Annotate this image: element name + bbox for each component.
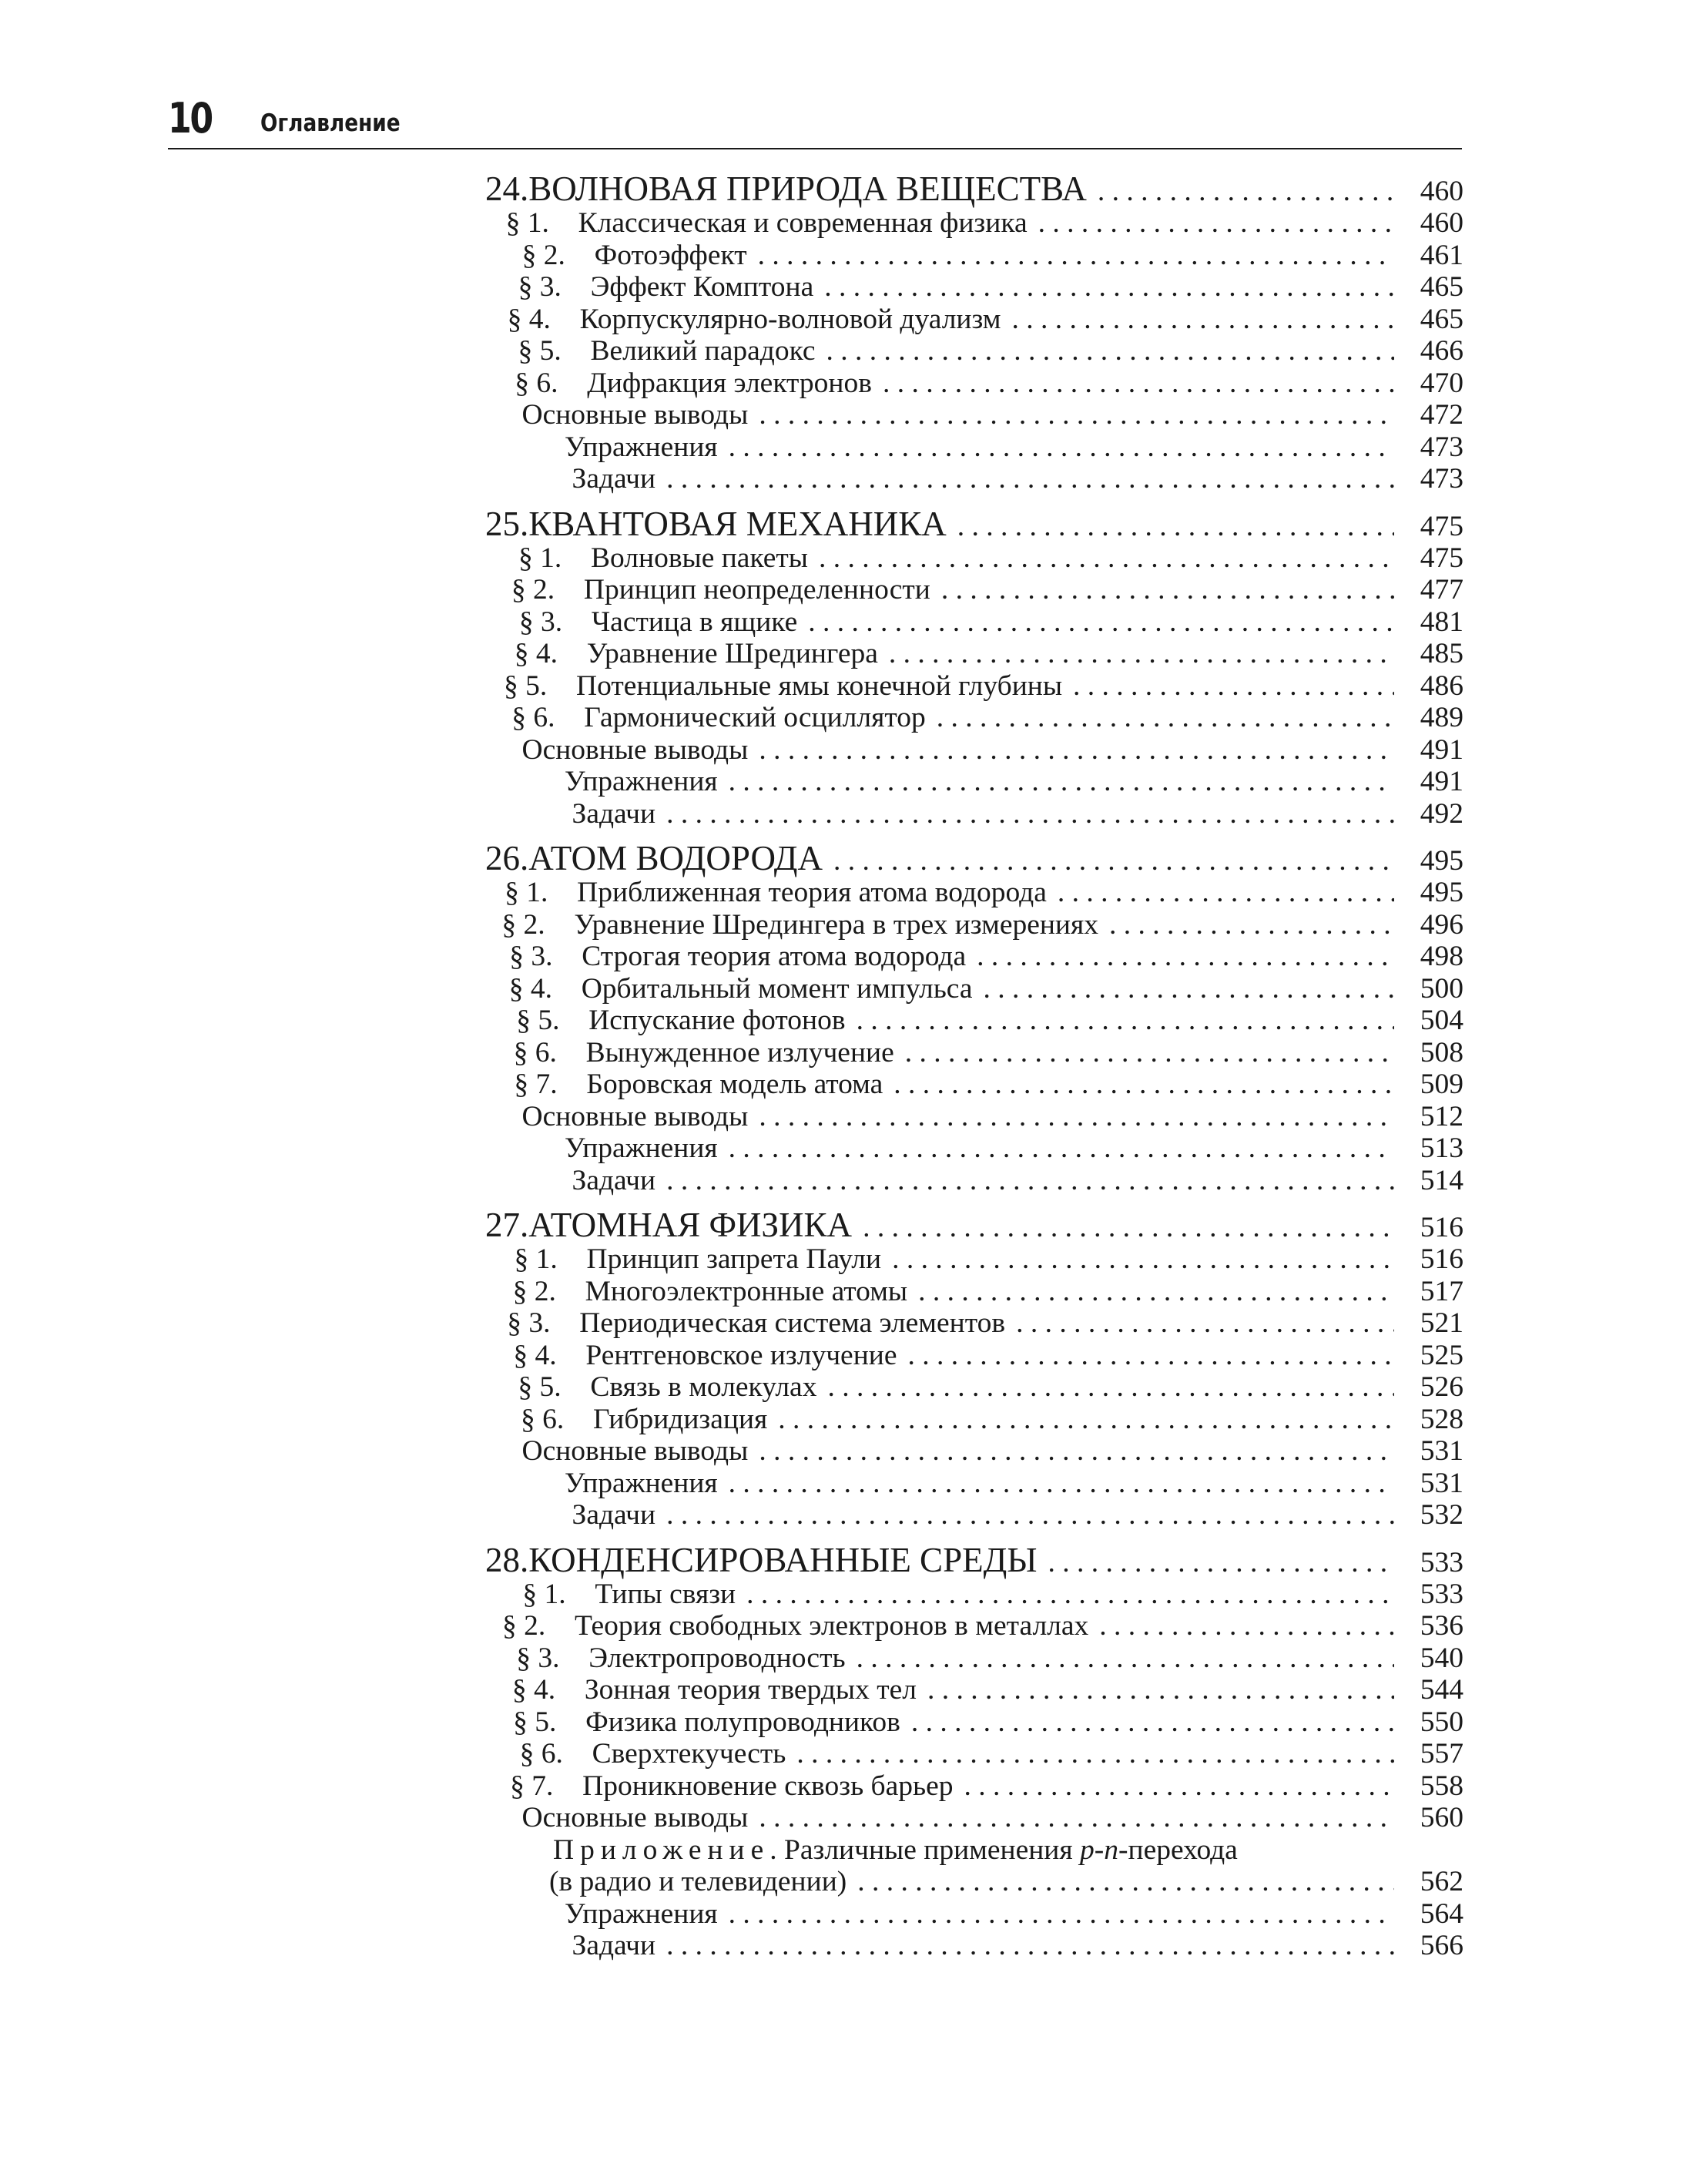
section-title: Физика полупроводников xyxy=(585,1706,900,1738)
page-ref: 492 xyxy=(1420,797,1463,830)
toc-summary-entry[interactable] xyxy=(485,399,1463,431)
dot-leader xyxy=(758,240,1394,272)
toc-section-entry[interactable] xyxy=(485,1307,1463,1340)
dot-leader xyxy=(1058,877,1394,909)
exercises-title: Упражнения xyxy=(564,1897,718,1930)
page-ref: 566 xyxy=(1420,1930,1463,1961)
section-marker: § 3. xyxy=(518,271,562,303)
toc-summary-entry[interactable] xyxy=(485,734,1463,767)
toc-section-entry[interactable] xyxy=(485,941,1463,973)
toc-exercises-entry[interactable] xyxy=(485,1898,1463,1931)
page-ref: 465 xyxy=(1420,271,1463,303)
toc-chapter xyxy=(485,1542,1463,1962)
page-ref: 560 xyxy=(1420,1802,1463,1833)
page-ref: 526 xyxy=(1420,1371,1463,1403)
page-ref: 550 xyxy=(1420,1706,1463,1738)
dot-leader xyxy=(666,1930,1394,1962)
dot-leader xyxy=(1038,207,1394,240)
toc-section-entry[interactable] xyxy=(485,702,1463,734)
dot-leader xyxy=(905,1037,1394,1069)
page-ref: 500 xyxy=(1420,972,1463,1005)
dot-leader xyxy=(1012,304,1395,336)
toc-problems-entry[interactable] xyxy=(485,463,1463,495)
toc-section-entry[interactable] xyxy=(485,1674,1463,1706)
toc-section-entry[interactable] xyxy=(485,1578,1463,1611)
section-title: Принцип запрета Паули xyxy=(586,1243,882,1275)
page-ref: 477 xyxy=(1420,574,1463,606)
dot-leader xyxy=(1048,1545,1394,1581)
dot-leader xyxy=(927,1674,1394,1706)
toc-section-entry[interactable] xyxy=(485,1770,1463,1803)
page-ref: 531 xyxy=(1420,1435,1463,1467)
section-title: Многоэлектронные атомы xyxy=(585,1275,908,1307)
page-ref: 495 xyxy=(1420,845,1463,877)
dot-leader xyxy=(1016,1307,1394,1340)
dot-leader xyxy=(833,843,1394,879)
section-title: Гармонический осциллятор xyxy=(584,702,926,733)
toc-appendix-entry[interactable] xyxy=(485,1834,1463,1867)
section-title: Сверхтекучесть xyxy=(592,1738,786,1770)
page-ref: 489 xyxy=(1420,702,1463,733)
section-title: Электропроводность xyxy=(588,1642,846,1674)
section-marker: § 4. xyxy=(514,638,558,669)
toc-summary-entry[interactable] xyxy=(485,1101,1463,1133)
dot-leader xyxy=(857,1642,1394,1675)
section-marker: § 5. xyxy=(518,1371,562,1403)
toc-section-entry[interactable] xyxy=(485,606,1463,639)
section-marker: § 2. xyxy=(501,908,545,941)
section-title: Связь в молекулах xyxy=(590,1371,817,1403)
page-ref: 470 xyxy=(1420,367,1463,399)
chapter-number: 26. xyxy=(485,839,529,877)
page-number: 10 xyxy=(168,94,212,143)
page-ref: 516 xyxy=(1420,1212,1463,1243)
toc-exercises-entry[interactable] xyxy=(485,1132,1463,1165)
exercises-title: Упражнения xyxy=(564,1467,718,1499)
chapter-title: ВОЛНОВАЯ ПРИРОДА ВЕЩЕСТВА xyxy=(528,169,1087,208)
dot-leader xyxy=(729,766,1394,798)
dot-leader xyxy=(826,335,1394,367)
exercises-title: Упражнения xyxy=(564,1132,718,1164)
toc-section-entry[interactable] xyxy=(485,1037,1463,1069)
page-ref: 531 xyxy=(1420,1467,1463,1499)
dot-leader xyxy=(808,606,1394,639)
toc-chapter xyxy=(485,1207,1463,1531)
page-ref: 544 xyxy=(1420,1674,1463,1706)
toc-problems-entry[interactable] xyxy=(485,1499,1463,1531)
dot-leader xyxy=(827,1371,1394,1404)
page-ref: 557 xyxy=(1420,1738,1463,1770)
chapter-number: 25. xyxy=(485,504,529,543)
appendix-dash: - xyxy=(1094,1833,1105,1866)
page-ref: 514 xyxy=(1420,1164,1463,1196)
chapter-title: АТОМНАЯ ФИЗИКА xyxy=(528,1206,853,1244)
section-marker: § 1. xyxy=(514,1243,558,1275)
dot-leader xyxy=(729,1468,1394,1500)
section-title: Испускание фотонов xyxy=(588,1005,846,1036)
section-title: Проникновение сквозь барьер xyxy=(582,1770,954,1802)
appendix-title-part: -перехода xyxy=(1118,1833,1238,1866)
page-header xyxy=(168,91,1462,149)
section-marker: § 3. xyxy=(509,941,553,972)
problems-title: Задачи xyxy=(572,1499,656,1531)
section-title: Теория свободных электронов в металлах xyxy=(575,1610,1089,1642)
dot-leader xyxy=(977,941,1394,973)
appendix-title xyxy=(553,1834,1238,1867)
toc-section-entry[interactable] xyxy=(485,574,1463,606)
page-ref: 521 xyxy=(1420,1307,1463,1339)
page-ref: 516 xyxy=(1420,1243,1463,1275)
toc-chapter-entry[interactable] xyxy=(485,1207,1463,1243)
toc-chapter-entry[interactable] xyxy=(485,506,1463,542)
section-marker: § 6. xyxy=(515,367,558,399)
section-title: Зонная теория твердых тел xyxy=(584,1674,917,1706)
toc-section-entry[interactable] xyxy=(485,240,1463,272)
page-ref: 508 xyxy=(1420,1036,1463,1069)
dot-leader xyxy=(918,1276,1394,1308)
section-marker: § 5. xyxy=(518,335,562,367)
section-title: Волновые пакеты xyxy=(591,542,808,574)
problems-title: Задачи xyxy=(572,463,656,495)
section-marker: § 7. xyxy=(510,1770,554,1802)
chapter-number: 27. xyxy=(485,1206,529,1244)
section-marker: § 1. xyxy=(518,542,562,574)
dot-leader xyxy=(759,1802,1394,1834)
appendix-title-line2: (в радио и телевидении) xyxy=(548,1866,847,1897)
page-ref: 512 xyxy=(1420,1100,1463,1132)
toc-problems-entry[interactable] xyxy=(485,1930,1463,1962)
problems-title: Задачи xyxy=(572,1930,656,1961)
section-marker: § 4. xyxy=(508,972,552,1005)
toc-section-entry[interactable] xyxy=(485,1706,1463,1739)
page-ref: 481 xyxy=(1420,606,1463,638)
section-title: Рентгеновское излучение xyxy=(585,1339,897,1371)
dot-leader xyxy=(863,1209,1394,1246)
toc-problems-entry[interactable] xyxy=(485,798,1463,830)
section-marker: § 6. xyxy=(521,1403,565,1435)
section-marker: § 2. xyxy=(512,1275,556,1307)
chapter-title: АТОМ ВОДОРОДА xyxy=(528,839,823,877)
section-title: Типы связи xyxy=(595,1578,736,1610)
section-title: Орбитальный момент импульса xyxy=(581,972,973,1005)
page-ref: 558 xyxy=(1420,1770,1463,1802)
section-title: Вынужденное излучение xyxy=(585,1036,894,1069)
dot-leader xyxy=(893,1069,1394,1101)
page-ref: 475 xyxy=(1420,510,1463,542)
page-ref: 533 xyxy=(1420,1578,1463,1610)
toc-section-entry[interactable] xyxy=(485,335,1463,367)
section-marker: § 6. xyxy=(513,1036,557,1069)
page-ref: 466 xyxy=(1420,335,1463,367)
dot-leader xyxy=(937,702,1394,734)
exercises-title: Упражнения xyxy=(564,431,718,463)
section-marker: § 4. xyxy=(513,1339,557,1371)
dot-leader xyxy=(1098,173,1394,210)
toc-section-entry[interactable] xyxy=(485,304,1463,336)
section-marker: § 2. xyxy=(521,239,565,271)
dot-leader xyxy=(957,508,1394,545)
page-ref: 465 xyxy=(1420,303,1463,335)
dot-leader xyxy=(729,431,1394,464)
toc-exercises-entry[interactable] xyxy=(485,766,1463,798)
page-ref: 532 xyxy=(1420,1499,1463,1531)
section-marker: § 2. xyxy=(511,574,555,606)
dot-leader xyxy=(1099,1610,1394,1642)
section-title: Уравнение Шредингера xyxy=(586,638,878,669)
chapter-number: 24. xyxy=(485,169,529,208)
dot-leader xyxy=(666,463,1394,495)
page-ref: 491 xyxy=(1420,766,1463,797)
page-ref: 460 xyxy=(1420,207,1463,239)
page-ref: 498 xyxy=(1420,941,1463,972)
section-title: Периодическая система элементов xyxy=(579,1307,1006,1339)
toc-summary-entry[interactable] xyxy=(485,1802,1463,1834)
section-marker: § 3. xyxy=(507,1307,551,1339)
page-ref: 509 xyxy=(1420,1069,1463,1100)
page-ref: 540 xyxy=(1420,1642,1463,1674)
page-ref: 461 xyxy=(1420,239,1463,271)
section-title: Эффект Комптона xyxy=(590,271,814,303)
page-ref: 536 xyxy=(1420,1610,1463,1642)
toc-section-entry[interactable] xyxy=(485,1371,1463,1404)
section-marker: § 5. xyxy=(513,1706,557,1738)
exercises-title: Упражнения xyxy=(564,766,718,797)
running-title: Оглавление xyxy=(260,109,401,137)
section-title: Приближенная теория атома водорода xyxy=(577,877,1047,908)
section-title: Потенциальные ямы конечной глубины xyxy=(576,669,1063,702)
section-marker: § 6. xyxy=(511,702,555,733)
toc-problems-entry[interactable] xyxy=(485,1165,1463,1197)
toc-section-entry[interactable] xyxy=(485,1610,1463,1642)
page-ref: 562 xyxy=(1420,1866,1463,1897)
dot-leader xyxy=(883,367,1394,400)
page-ref: 564 xyxy=(1420,1897,1463,1930)
page-ref: 525 xyxy=(1420,1339,1463,1371)
dot-leader xyxy=(889,638,1394,670)
section-marker: § 1. xyxy=(505,877,548,908)
section-marker: § 3. xyxy=(516,1642,560,1674)
toc-section-entry[interactable] xyxy=(485,1404,1463,1436)
section-title: Фотоэффект xyxy=(594,239,747,271)
toc-section-entry[interactable] xyxy=(485,973,1463,1005)
dot-leader xyxy=(857,1005,1394,1037)
dot-leader xyxy=(796,1738,1394,1770)
dot-leader xyxy=(819,542,1394,575)
toc-section-entry[interactable] xyxy=(485,542,1463,575)
page-ref: 475 xyxy=(1420,542,1463,574)
toc-exercises-entry[interactable] xyxy=(485,431,1463,464)
section-title: Боровская модель атома xyxy=(586,1069,883,1100)
page-ref: 473 xyxy=(1420,431,1463,463)
section-title: Строгая теория атома водорода xyxy=(582,941,967,972)
section-title: Классическая и современная физика xyxy=(578,207,1028,239)
appendix-italic-p: p xyxy=(1080,1833,1095,1866)
toc-section-entry[interactable] xyxy=(485,1069,1463,1101)
appendix-prefix: Приложение xyxy=(553,1833,770,1866)
section-marker: § 7. xyxy=(514,1069,558,1100)
dot-leader xyxy=(892,1243,1394,1276)
toc-exercises-entry[interactable] xyxy=(485,1468,1463,1500)
dot-leader xyxy=(1109,909,1394,941)
dot-leader xyxy=(729,1898,1394,1931)
summary-title: Основные выводы xyxy=(521,1100,749,1132)
problems-title: Задачи xyxy=(572,797,656,830)
table-of-contents xyxy=(485,171,1463,1962)
page-ref: 460 xyxy=(1420,176,1463,207)
dot-leader xyxy=(1073,670,1394,703)
appendix-italic-n: n xyxy=(1104,1833,1119,1866)
dot-leader xyxy=(911,1706,1394,1739)
toc-section-entry[interactable] xyxy=(485,1005,1463,1037)
section-marker: § 2. xyxy=(502,1610,546,1642)
section-title: Принцип неопределенности xyxy=(583,574,930,606)
page-ref: 472 xyxy=(1420,399,1463,431)
dot-leader xyxy=(907,1340,1394,1372)
chapter-title: КВАНТОВАЯ МЕХАНИКА xyxy=(528,504,947,543)
toc-chapter xyxy=(485,506,1463,830)
toc-section-entry[interactable] xyxy=(485,1738,1463,1770)
toc-chapter xyxy=(485,171,1463,495)
dot-leader xyxy=(964,1770,1394,1803)
section-title: Частица в ящике xyxy=(591,606,798,638)
summary-title: Основные выводы xyxy=(521,733,749,766)
toc-chapter-entry[interactable] xyxy=(485,840,1463,877)
dot-leader xyxy=(759,1101,1394,1133)
toc-section-entry[interactable] xyxy=(485,271,1463,304)
toc-section-entry[interactable] xyxy=(485,670,1463,703)
summary-title: Основные выводы xyxy=(521,1435,749,1467)
dot-leader xyxy=(824,271,1394,304)
toc-section-entry[interactable] xyxy=(485,1276,1463,1308)
dot-leader xyxy=(941,574,1394,606)
section-marker: § 4. xyxy=(511,1674,556,1706)
section-marker: § 1. xyxy=(522,1578,566,1610)
dot-leader xyxy=(857,1866,1394,1898)
page-ref: 528 xyxy=(1420,1403,1463,1435)
section-marker: § 6. xyxy=(519,1738,563,1770)
page-ref: 504 xyxy=(1420,1005,1463,1036)
page-ref: 485 xyxy=(1420,638,1463,669)
dot-leader xyxy=(759,1435,1394,1468)
dot-leader xyxy=(666,798,1394,830)
section-title: Корпускулярно-волновой дуализм xyxy=(579,303,1001,335)
page-ref: 491 xyxy=(1420,733,1463,766)
toc-section-entry[interactable] xyxy=(485,909,1463,941)
chapter-number: 28. xyxy=(485,1540,529,1579)
summary-title: Основные выводы xyxy=(521,399,749,431)
problems-title: Задачи xyxy=(572,1164,656,1196)
summary-title: Основные выводы xyxy=(521,1802,749,1833)
section-title: Уравнение Шредингера в трех измерениях xyxy=(574,908,1098,941)
toc-appendix-entry-cont[interactable] xyxy=(485,1866,1463,1898)
dot-leader xyxy=(778,1404,1394,1436)
dot-leader xyxy=(666,1165,1394,1197)
page-ref: 473 xyxy=(1420,463,1463,495)
toc-chapter-entry[interactable] xyxy=(485,1542,1463,1578)
toc-section-entry[interactable] xyxy=(485,638,1463,670)
dot-leader xyxy=(666,1499,1394,1531)
page-ref: 495 xyxy=(1420,877,1463,908)
section-title: Гибридизация xyxy=(593,1403,768,1435)
page-ref: 517 xyxy=(1420,1275,1463,1307)
dot-leader xyxy=(746,1578,1394,1611)
toc-section-entry[interactable] xyxy=(485,1243,1463,1276)
toc-summary-entry[interactable] xyxy=(485,1435,1463,1468)
section-marker: § 5. xyxy=(504,669,548,702)
dot-leader xyxy=(984,973,1394,1005)
section-title: Дифракция электронов xyxy=(587,367,872,399)
toc-section-entry[interactable] xyxy=(485,877,1463,909)
appendix-title-part: . Различные применения xyxy=(769,1833,1081,1866)
page-ref: 513 xyxy=(1420,1132,1463,1164)
section-marker: § 3. xyxy=(518,606,563,638)
page-ref: 486 xyxy=(1420,669,1463,702)
toc-section-entry[interactable] xyxy=(485,1340,1463,1372)
dot-leader xyxy=(729,1132,1394,1165)
section-title: Великий парадокс xyxy=(590,335,816,367)
toc-section-entry[interactable] xyxy=(485,367,1463,400)
dot-leader xyxy=(759,734,1394,767)
toc-chapter xyxy=(485,840,1463,1196)
toc-chapter-entry[interactable] xyxy=(485,171,1463,207)
section-marker: § 1. xyxy=(505,207,549,239)
dot-leader xyxy=(759,399,1394,431)
section-marker: § 5. xyxy=(516,1005,560,1036)
page-ref: 496 xyxy=(1420,908,1463,941)
toc-section-entry[interactable] xyxy=(485,207,1463,240)
toc-section-entry[interactable] xyxy=(485,1642,1463,1675)
chapter-title: КОНДЕНСИРОВАННЫЕ СРЕДЫ xyxy=(528,1540,1038,1579)
page-ref: 533 xyxy=(1420,1546,1463,1578)
section-marker: § 4. xyxy=(507,303,551,335)
